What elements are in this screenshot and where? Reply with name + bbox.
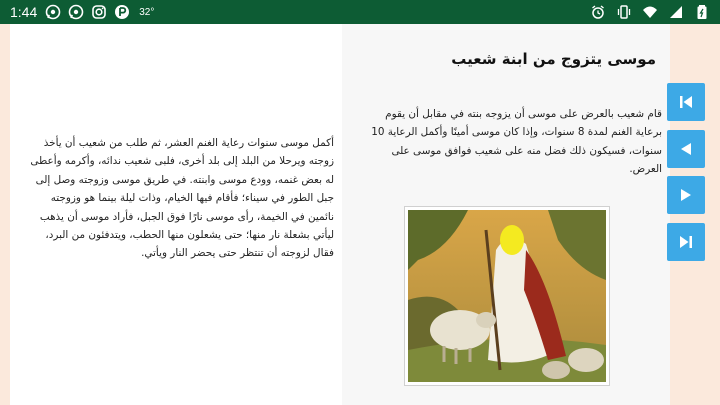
instagram-icon [91, 4, 107, 20]
skip-first-icon [675, 91, 697, 113]
shepherd-with-sheep-illustration [408, 210, 606, 382]
arrow-right-icon [675, 184, 697, 206]
whatsapp-icon [68, 4, 84, 20]
story-paragraph-left: أكمل موسى سنوات رعاية الغنم العشر، ثم طلب من شعيب أن يأخذ زوجته ويرحلا من البلد إلى بلد أخرى، فلبى شعيب ندائه، وأكرمه وأعطى له بعض غنمه، وودع موسى وابنته. في طريق موسى وزوجته وصل إلى جبل الطور في سيناء؛ فأقام فيها الخيام، وذات ليلة بينما هو وزوجته نائمين في الخيمة، رأى موسى نارًا فوق الجبل، فأراد موسى أن يذهب ليأتي بشعلة نار منها؛ حتى يشعلون منها الحطب، ويتدفئون من البرد، فقال لزوجته أن تنتظر حتى يحضر النار ويأتي. [30, 137, 334, 260]
battery-icon [694, 4, 710, 20]
whatsapp-icon [45, 4, 61, 20]
next-page-button[interactable] [667, 176, 705, 214]
status-time: 1:44 [10, 4, 38, 20]
first-page-button[interactable] [667, 83, 705, 121]
p-app-icon [114, 4, 130, 20]
shepherd-illustration [404, 206, 610, 386]
wifi-icon [642, 4, 658, 20]
last-page-button[interactable] [667, 223, 705, 261]
vibrate-icon [616, 4, 632, 20]
status-system-icons [580, 4, 710, 20]
story-paragraph-right: قام شعيب بالعرض على موسى أن يزوجه بنته في مقابل أن يقوم برعاية الغنم لمدة 8 سنوات، وإذا كان موسى أمينًا وأكمل الرعاية 10 سنوات، فسيكون ذلك فضل منه على شعيب فوافق موسى على العرض. [371, 108, 662, 176]
previous-page-button[interactable] [667, 130, 705, 168]
status-temperature: 32° [139, 6, 155, 18]
arrow-left-icon [675, 138, 697, 160]
story-title: موسى يتزوج من ابنة شعيب [451, 50, 656, 68]
status-bar [0, 0, 720, 24]
alarm-icon [590, 4, 606, 20]
skip-last-icon [675, 231, 697, 253]
signal-icon [668, 4, 684, 20]
